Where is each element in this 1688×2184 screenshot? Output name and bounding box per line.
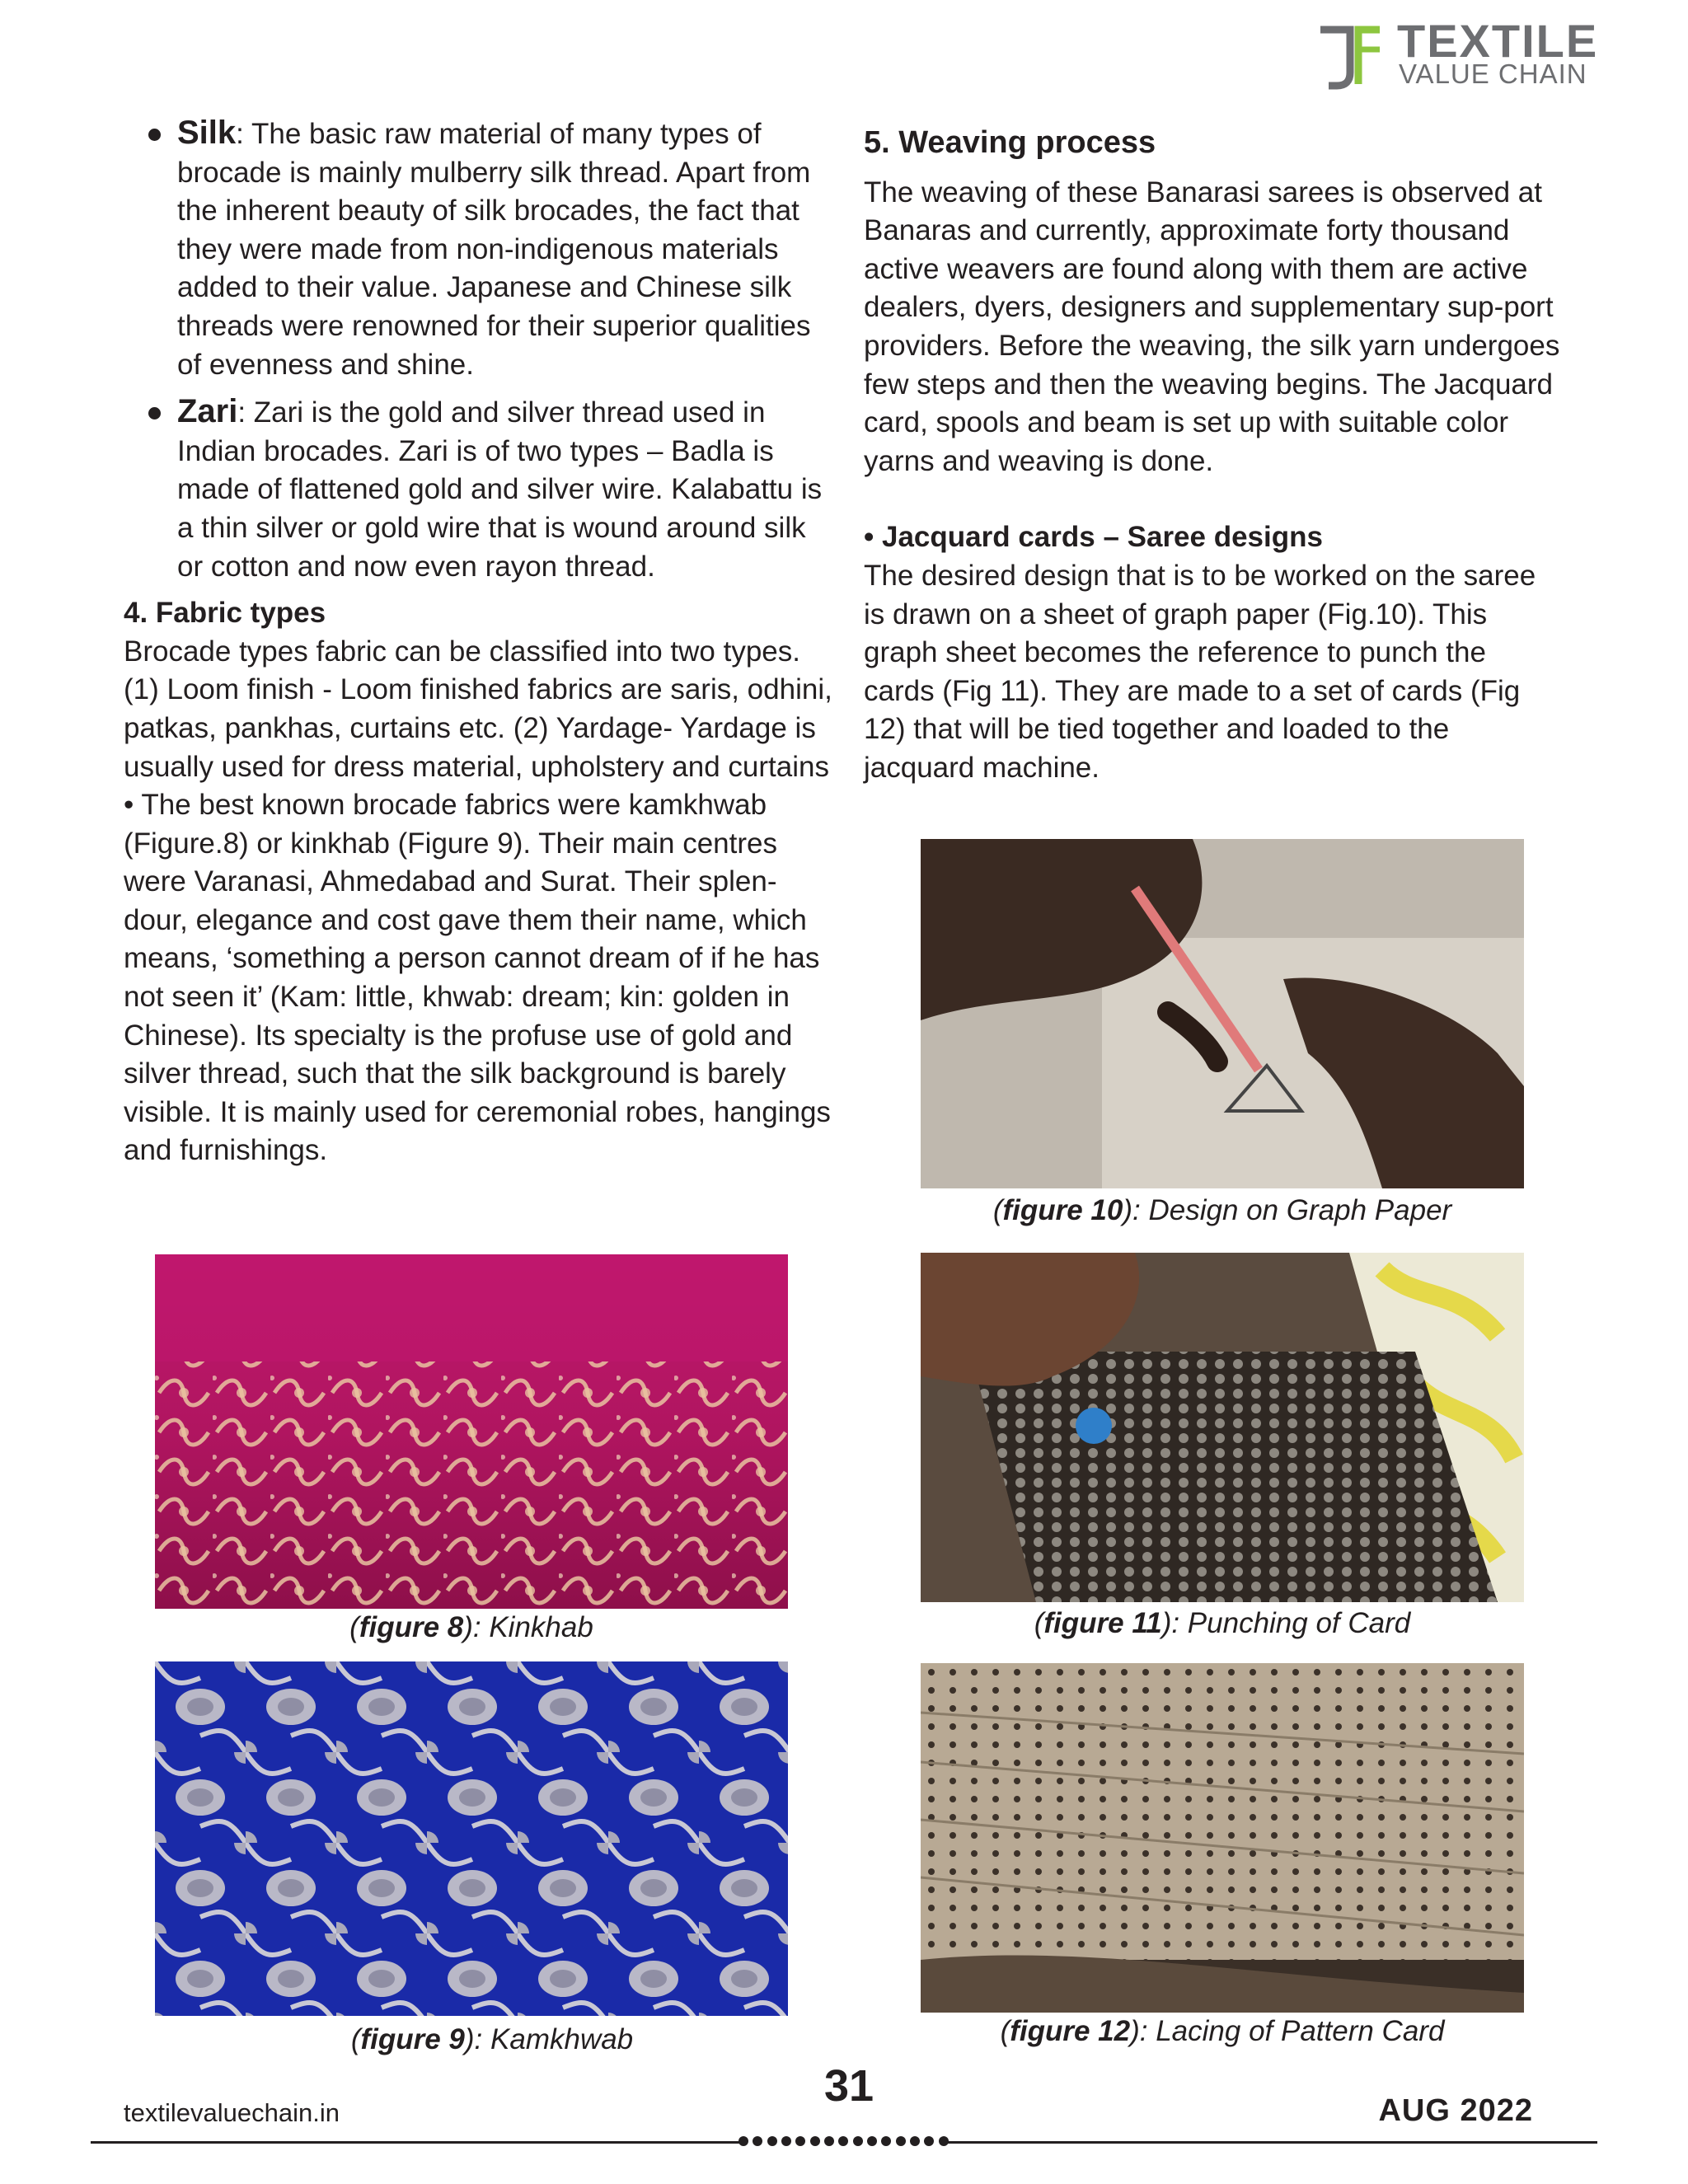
- figure-9-caption: (figure 9): Kamkhwab: [350, 2023, 634, 2055]
- section-5-heading: 5. Weaving process: [864, 125, 1156, 160]
- footer-website: textilevaluechain.in: [124, 2098, 340, 2127]
- jacquard-paragraph: The desired design that is to be worked on the saree is drawn on a sheet of graph paper (Fig.10). This graph sheet becomes the reference to punch the cards (Fig 11). They are made to a set of cards (Fig 12) that will be tied together and loaded to the jacquard machine.: [864, 559, 1536, 784]
- figure-10-caption: (figure 10): Design on Graph Paper: [992, 1194, 1452, 1226]
- zari-description: : Zari is the gold and silver thread used in Indian brocades. Zari is of two types – Badla is made of flattened gold and silver wire. Kalabattu is a thin silver or gold wire that is wound around silk or cotton and now even rayon thread.: [177, 396, 823, 583]
- section-4-paragraph-1: Brocade types fabric can be classified into two types. (1) Loom finish - Loom finished fabrics are saris, odhini, patkas, pankhas, curtains etc. (2) Yardage- Yardage is usually used for dress material, upholstery and curtains: [124, 635, 832, 783]
- right-column: [864, 124, 1564, 788]
- section-4-paragraph-2: • The best known brocade fabrics were kamkhwab (Figure.8) or kinkhab (Figure 9). Their main centres were Varanasi, Ahmedabad and Surat. Their splen-dour, elegance and cost gave them their name, which means, ‘something a person cannot dream of if he has not seen it’ (Kam: little, khwab: dream; kin: golden in Chinese). Its specialty is the profuse use of gold and silver thread, such that the silk background is barely visible. It is mainly used for ceremonial robes, hangings and furnishings.: [124, 789, 831, 1167]
- footer-rule-left: [91, 2141, 742, 2144]
- section-5-paragraph: The weaving of these Banarasi sarees is observed at Banaras and currently, approximate forty thousand active weavers are found along with them are active dealers, dyers, designers and supplementary sup-port providers. Before the weaving, the silk yarn undergoes few steps and then the weaving begins. The Jacquard card, spools and beam is set up with suitable color yarns and weaving is done.: [864, 176, 1560, 477]
- list-item-zari: [124, 392, 832, 586]
- silk-description: : The basic raw material of many types of brocade is mainly mulberry silk thread. Apart from the inherent beauty of silk brocades, the fact that they were made from non-indigenous materials added to their value. Japanese and Chinese silk threads were renowned for their superior qualities of evenness and shine.: [177, 118, 811, 381]
- section-4-heading: 4. Fabric types: [124, 597, 326, 630]
- figure-8-kinkhab-image: [155, 1254, 788, 1609]
- figure-11-punching-card-image: [921, 1253, 1524, 1602]
- jacquard-heading: • Jacquard cards – Saree designs: [864, 521, 1323, 554]
- material-list: [124, 114, 832, 586]
- term-zari: Zari: [177, 393, 238, 430]
- logo-subtitle: VALUE CHAIN: [1399, 59, 1587, 89]
- textile-value-chain-logo-icon: [1317, 25, 1383, 91]
- page-number: 31: [823, 2061, 874, 2111]
- issue-date: AUG 2022: [1378, 2093, 1533, 2128]
- figure-12-lacing-pattern-card-image: [921, 1663, 1524, 2013]
- left-column: [124, 114, 832, 1170]
- figure-11-caption: (figure 11): Punching of Card: [1034, 1607, 1411, 1639]
- figure-12-caption: (figure 12): Lacing of Pattern Card: [1000, 2015, 1445, 2047]
- logo-title: TEXTILE: [1397, 15, 1599, 67]
- list-item-silk: [124, 114, 832, 384]
- footer-dots-divider: [738, 2133, 949, 2149]
- figure-8-caption: (figure 8): Kinkhab: [349, 1611, 593, 1643]
- figure-10-graph-paper-image: [921, 839, 1524, 1188]
- figure-9-kamkhwab-image: [155, 1661, 788, 2016]
- footer-rule-right: [946, 2141, 1597, 2144]
- term-silk: Silk: [177, 115, 237, 151]
